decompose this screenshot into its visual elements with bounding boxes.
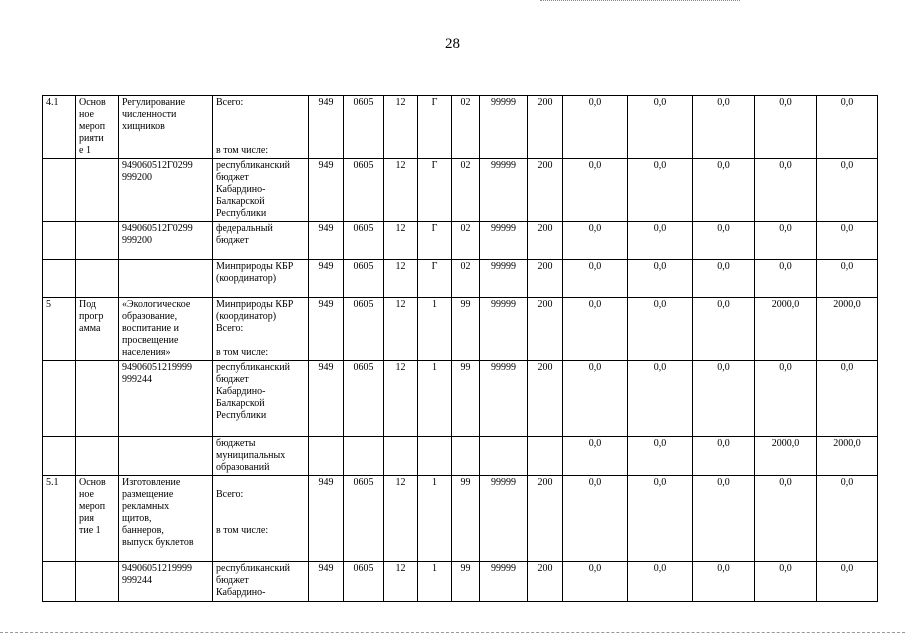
code-gp: 1 <box>418 562 452 602</box>
code-ms: 99999 <box>480 159 528 222</box>
row-kind-cell <box>76 361 119 437</box>
funding-source-cell <box>213 298 309 361</box>
table-row <box>43 298 878 361</box>
amount-1: 0,0 <box>563 361 628 437</box>
row-number-cell <box>43 437 76 476</box>
amount-3: 0,0 <box>693 476 755 562</box>
code-om: 99 <box>452 562 480 602</box>
row-kind-cell <box>76 298 119 361</box>
funding-source: бюджеты муниципальных образований <box>216 438 286 473</box>
row-name-cell <box>119 298 213 361</box>
code-grbs <box>309 437 344 476</box>
amount-5: 0,0 <box>817 562 878 602</box>
code-gp: Г <box>418 159 452 222</box>
code-pr <box>384 437 418 476</box>
row-name: 949060512Г0299 999200 <box>122 223 193 246</box>
amount-4: 0,0 <box>755 222 817 260</box>
funding-source-cell <box>213 562 309 602</box>
funding-source-cell <box>213 361 309 437</box>
amount-2: 0,0 <box>628 437 693 476</box>
code-grbs: 949 <box>309 298 344 361</box>
amount-5: 0,0 <box>817 260 878 298</box>
code-grbs: 949 <box>309 96 344 159</box>
code-vr: 200 <box>528 260 563 298</box>
row-name-cell <box>119 562 213 602</box>
amount-2: 0,0 <box>628 222 693 260</box>
table-row <box>43 476 878 562</box>
code-rz: 0605 <box>344 222 384 260</box>
amount-1: 0,0 <box>563 260 628 298</box>
code-grbs: 949 <box>309 222 344 260</box>
amount-1: 0,0 <box>563 562 628 602</box>
amount-3: 0,0 <box>693 562 755 602</box>
code-om: 99 <box>452 298 480 361</box>
row-kind-cell <box>76 222 119 260</box>
amount-2: 0,0 <box>628 260 693 298</box>
budget-table <box>42 95 878 602</box>
code-grbs: 949 <box>309 260 344 298</box>
funding-source-cell <box>213 96 309 159</box>
row-number: 5 <box>46 299 51 310</box>
amount-4: 0,0 <box>755 361 817 437</box>
amount-1: 0,0 <box>563 96 628 159</box>
amount-4: 0,0 <box>755 260 817 298</box>
code-ms <box>480 437 528 476</box>
code-vr: 200 <box>528 159 563 222</box>
code-rz: 0605 <box>344 159 384 222</box>
row-number: 4.1 <box>46 97 59 108</box>
amount-4: 2000,0 <box>755 437 817 476</box>
code-vr: 200 <box>528 222 563 260</box>
row-name: 94906051219999 999244 <box>122 563 192 586</box>
row-kind-cell <box>76 159 119 222</box>
funding-source: Минприроды КБР (координатор) Всего: в том числе: <box>216 299 294 358</box>
row-number-cell <box>43 96 76 159</box>
code-ms: 99999 <box>480 562 528 602</box>
row-name-cell <box>119 222 213 260</box>
code-gp: 1 <box>418 298 452 361</box>
table-row <box>43 361 878 437</box>
row-number-cell <box>43 159 76 222</box>
code-gp <box>418 437 452 476</box>
code-pr: 12 <box>384 159 418 222</box>
amount-1: 0,0 <box>563 159 628 222</box>
table-row <box>43 437 878 476</box>
code-rz: 0605 <box>344 361 384 437</box>
amount-1: 0,0 <box>563 476 628 562</box>
amount-3: 0,0 <box>693 222 755 260</box>
amount-3: 0,0 <box>693 361 755 437</box>
code-grbs: 949 <box>309 159 344 222</box>
row-kind: Основ ное мероп рияти е 1 <box>79 97 106 156</box>
code-rz: 0605 <box>344 260 384 298</box>
row-name-cell <box>119 260 213 298</box>
row-number-cell <box>43 476 76 562</box>
amount-3: 0,0 <box>693 96 755 159</box>
amount-1: 0,0 <box>563 222 628 260</box>
code-om: 02 <box>452 159 480 222</box>
amount-5: 0,0 <box>817 361 878 437</box>
table-row <box>43 159 878 222</box>
code-ms: 99999 <box>480 298 528 361</box>
code-gp: Г <box>418 96 452 159</box>
bottom-edge-mark <box>0 632 905 637</box>
code-gp: Г <box>418 222 452 260</box>
table-row <box>43 96 878 159</box>
code-vr: 200 <box>528 96 563 159</box>
amount-5: 0,0 <box>817 222 878 260</box>
code-ms: 99999 <box>480 361 528 437</box>
amount-4: 0,0 <box>755 476 817 562</box>
funding-source: республиканский бюджет Кабардино- Балкарской Республики <box>216 362 291 421</box>
row-kind-cell <box>76 260 119 298</box>
code-rz: 0605 <box>344 96 384 159</box>
amount-3: 0,0 <box>693 260 755 298</box>
amount-5: 2000,0 <box>817 298 878 361</box>
row-name-cell <box>119 437 213 476</box>
code-gp: 1 <box>418 476 452 562</box>
table-row <box>43 222 878 260</box>
funding-source-cell <box>213 222 309 260</box>
funding-source: федеральный бюджет <box>216 223 273 246</box>
row-kind-cell <box>76 437 119 476</box>
code-om: 02 <box>452 96 480 159</box>
row-number-cell <box>43 298 76 361</box>
row-name: 94906051219999 999244 <box>122 362 192 385</box>
code-om: 02 <box>452 260 480 298</box>
row-name: Регулирование численности хищников <box>122 97 186 132</box>
code-rz: 0605 <box>344 562 384 602</box>
code-gp: Г <box>418 260 452 298</box>
code-om: 99 <box>452 361 480 437</box>
code-om: 99 <box>452 476 480 562</box>
code-gp: 1 <box>418 361 452 437</box>
code-pr: 12 <box>384 260 418 298</box>
row-number-cell <box>43 361 76 437</box>
code-pr: 12 <box>384 96 418 159</box>
code-ms: 99999 <box>480 96 528 159</box>
code-vr: 200 <box>528 361 563 437</box>
row-name: 949060512Г0299 999200 <box>122 160 193 183</box>
amount-3: 0,0 <box>693 437 755 476</box>
code-ms: 99999 <box>480 222 528 260</box>
code-vr: 200 <box>528 476 563 562</box>
row-name: Изготовление размещение рекламных щитов, баннеров, выпуск буклетов <box>122 477 194 548</box>
funding-source-cell <box>213 476 309 562</box>
code-om <box>452 437 480 476</box>
code-grbs: 949 <box>309 476 344 562</box>
row-number-cell <box>43 260 76 298</box>
code-grbs: 949 <box>309 361 344 437</box>
amount-2: 0,0 <box>628 562 693 602</box>
table-row <box>43 562 878 602</box>
funding-source-cell <box>213 260 309 298</box>
amount-3: 0,0 <box>693 298 755 361</box>
code-rz: 0605 <box>344 298 384 361</box>
amount-2: 0,0 <box>628 361 693 437</box>
row-name-cell <box>119 96 213 159</box>
code-pr: 12 <box>384 361 418 437</box>
amount-2: 0,0 <box>628 96 693 159</box>
row-name-cell <box>119 361 213 437</box>
row-name-cell <box>119 476 213 562</box>
amount-5: 0,0 <box>817 476 878 562</box>
row-kind-cell <box>76 96 119 159</box>
table-row <box>43 260 878 298</box>
code-rz <box>344 437 384 476</box>
amount-3: 0,0 <box>693 159 755 222</box>
funding-source: Всего: в том числе: <box>216 489 269 536</box>
amount-5: 0,0 <box>817 159 878 222</box>
code-vr: 200 <box>528 562 563 602</box>
row-kind: Под прогр амма <box>79 299 104 334</box>
code-pr: 12 <box>384 562 418 602</box>
code-om: 02 <box>452 222 480 260</box>
funding-source-cell <box>213 437 309 476</box>
funding-source: Всего: в том числе: <box>216 97 269 156</box>
row-number-cell <box>43 222 76 260</box>
amount-1: 0,0 <box>563 437 628 476</box>
code-vr <box>528 437 563 476</box>
code-pr: 12 <box>384 476 418 562</box>
code-pr: 12 <box>384 298 418 361</box>
amount-2: 0,0 <box>628 298 693 361</box>
top-edge-mark <box>540 0 740 4</box>
code-pr: 12 <box>384 222 418 260</box>
row-name-cell <box>119 159 213 222</box>
code-ms: 99999 <box>480 260 528 298</box>
amount-5: 2000,0 <box>817 437 878 476</box>
funding-source-cell <box>213 159 309 222</box>
page-number: 28 <box>445 36 460 52</box>
code-ms: 99999 <box>480 476 528 562</box>
amount-4: 0,0 <box>755 96 817 159</box>
row-name: «Экологическое образование, воспитание и просвещение населения» <box>122 299 191 358</box>
funding-source: республиканский бюджет Кабардино- <box>216 563 291 598</box>
amount-4: 0,0 <box>755 562 817 602</box>
table-body <box>43 96 878 602</box>
amount-1: 0,0 <box>563 298 628 361</box>
funding-source: Минприроды КБР (координатор) <box>216 261 294 284</box>
row-number: 5.1 <box>46 477 59 488</box>
funding-source: республиканский бюджет Кабардино- Балкарской Республики <box>216 160 291 219</box>
amount-2: 0,0 <box>628 476 693 562</box>
row-kind: Основ ное мероп рия тие 1 <box>79 477 106 536</box>
code-grbs: 949 <box>309 562 344 602</box>
code-vr: 200 <box>528 298 563 361</box>
amount-4: 0,0 <box>755 159 817 222</box>
amount-2: 0,0 <box>628 159 693 222</box>
row-kind-cell <box>76 562 119 602</box>
row-number-cell <box>43 562 76 602</box>
code-rz: 0605 <box>344 476 384 562</box>
amount-4: 2000,0 <box>755 298 817 361</box>
amount-5: 0,0 <box>817 96 878 159</box>
row-kind-cell <box>76 476 119 562</box>
